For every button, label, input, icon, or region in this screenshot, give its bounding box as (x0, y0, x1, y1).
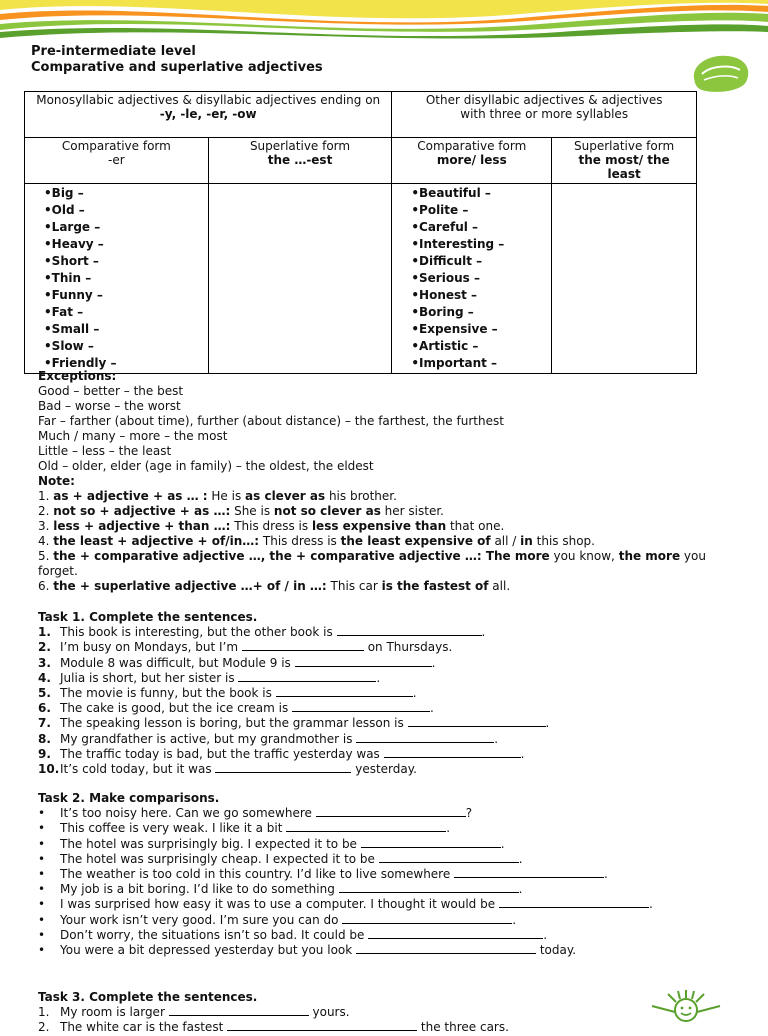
item-text: on Thursdays. (363, 640, 453, 655)
school-logo (690, 52, 752, 94)
col2-title: Superlative form (249, 139, 351, 153)
superlative-most-cell[interactable] (552, 184, 697, 374)
note-number: 5. (38, 549, 54, 563)
answer-blank[interactable] (238, 671, 376, 682)
answer-blank[interactable] (337, 625, 482, 636)
answer-blank[interactable] (356, 732, 494, 743)
item-text: . (376, 670, 381, 685)
item-text: This book is interesting, but the other book is (60, 625, 337, 640)
item-text: My grandfather is active, but my grandmother is (60, 731, 357, 746)
group1-title: Monosyllabic adjectives & disyllabic adjectives ending on (36, 93, 381, 107)
note-text: his brother. (325, 489, 397, 503)
note-number: 1. (38, 489, 54, 503)
col2-header (208, 138, 392, 184)
answer-blank[interactable] (379, 852, 519, 863)
item-text: . (518, 882, 523, 897)
item-text: yesterday. (351, 761, 417, 776)
task1-item (38, 686, 766, 701)
note-text: This car (326, 579, 382, 593)
col4-header (552, 138, 697, 184)
task2-item (38, 867, 766, 882)
document-header (31, 44, 323, 76)
list-item: •Slow – (44, 339, 94, 353)
answer-blank[interactable] (454, 867, 604, 878)
answer-blank[interactable] (286, 821, 446, 832)
note-text: that one. (446, 519, 505, 533)
list-item: •Old – (44, 203, 85, 217)
list-item: •Large – (44, 220, 101, 234)
note-example: is the fastest of (381, 579, 489, 593)
item-text: Julia is short, but her sister is (60, 670, 239, 685)
bullet: • (38, 897, 46, 912)
item-text: . (481, 625, 486, 640)
item-text: My room is larger (60, 1005, 169, 1020)
note-line-2 (38, 504, 766, 519)
task1-item (38, 625, 766, 640)
task1-section (38, 610, 766, 777)
list-item: •Beautiful – (411, 186, 491, 200)
task2-item (38, 928, 766, 943)
item-text: . (512, 912, 517, 927)
answer-blank[interactable] (242, 640, 364, 651)
answer-blank[interactable] (295, 656, 432, 667)
note-text: this shop. (532, 534, 595, 548)
task3-title: Task 3. Complete the sentences. (38, 990, 258, 1004)
task1-item (38, 640, 766, 655)
note-rule: less + adjective + than …: (53, 519, 231, 533)
answer-blank[interactable] (316, 806, 466, 817)
item-text: . (518, 851, 523, 866)
child-drawing-icon (646, 990, 726, 1024)
item-text: . (446, 821, 451, 836)
item-text: It’s too noisy here. Can we go somewhere (60, 806, 316, 821)
note-line-5-cont: forget. (38, 564, 78, 578)
col3-header (392, 138, 552, 184)
note-number: 2. (38, 504, 54, 518)
item-text: . (494, 731, 499, 746)
item-text: . (431, 655, 436, 670)
list-item: •Interesting – (411, 237, 505, 251)
exception-line: Good – better – the best (38, 384, 184, 398)
item-text: . (430, 701, 434, 716)
item-text: ? (465, 806, 473, 821)
list-item: •Friendly – (44, 356, 117, 370)
note-text: you (680, 549, 706, 563)
note-text: This dress is (259, 534, 341, 548)
item-text: The speaking lesson is boring, but the grammar lesson is (60, 716, 408, 731)
note-number: 3. (38, 519, 54, 533)
col4-form: the most/ the least (578, 153, 670, 181)
item-text: My job is a bit boring. I’d like to do something (60, 882, 339, 897)
task1-title: Task 1. Complete the sentences. (38, 610, 258, 624)
col1-header (25, 138, 209, 184)
task2-item (38, 897, 766, 912)
task2-item (38, 882, 766, 897)
task1-item (38, 671, 766, 686)
task1-item (38, 716, 766, 731)
item-number: 9. (38, 746, 51, 761)
item-number: 6. (38, 701, 51, 716)
note-rule: the + superlative adjective …+ of / in …: (53, 579, 327, 593)
item-text: The hotel was surprisingly big. I expected it to be (60, 836, 361, 851)
exception-line: Old – older, elder (age in family) – the oldest, the eldest (38, 459, 374, 473)
list-item: •Thin – (44, 271, 92, 285)
exceptions-section (38, 369, 766, 594)
list-item: •Difficult – (411, 254, 483, 268)
answer-blank[interactable] (499, 897, 649, 908)
list-item: •Expensive – (411, 322, 498, 336)
col1-title: Comparative form (61, 139, 171, 153)
note-text: She is (230, 504, 274, 518)
bullet: • (38, 927, 46, 942)
item-number: 5. (38, 685, 51, 700)
task2-item (38, 943, 766, 958)
group1-endings: -y, -le, -er, -ow (159, 107, 257, 121)
list-item: •Serious – (411, 271, 480, 285)
note-number: 4. (38, 534, 54, 548)
col1-form: -er (108, 153, 125, 167)
answer-blank[interactable] (227, 1020, 417, 1031)
task2-title: Task 2. Make comparisons. (38, 791, 220, 805)
exception-line: Little – less – the least (38, 444, 172, 458)
list-item: •Honest – (411, 288, 478, 302)
note-line-3 (38, 519, 766, 534)
item-text: Module 8 was difficult, but Module 9 is (60, 655, 295, 670)
note-example: less expensive than (311, 519, 447, 533)
list-item: •Small – (44, 322, 100, 336)
item-text: The white car is the fastest (60, 1020, 228, 1035)
item-number: 3. (38, 655, 51, 670)
list-item: •Heavy – (44, 237, 104, 251)
item-number: 2. (38, 1020, 50, 1035)
item-text: You were a bit depressed yesterday but you look (60, 942, 357, 957)
answer-blank[interactable] (384, 747, 521, 758)
group1-header (25, 92, 392, 138)
item-text: the three cars. (417, 1020, 509, 1035)
exception-line: Far – farther (about time), further (about distance) – the farthest, the furthest (38, 414, 504, 428)
task2-item (38, 806, 766, 821)
group2-header (392, 92, 697, 138)
item-text: The hotel was surprisingly cheap. I expected it to be (60, 851, 379, 866)
item-text: Don’t worry, the situations isn’t so bad. It could be (60, 927, 369, 942)
decorative-banner (0, 0, 768, 46)
bullet: • (38, 866, 46, 881)
item-text: . (520, 746, 525, 761)
task1-item (38, 656, 766, 671)
task2-item (38, 852, 766, 867)
note-title: Note: (38, 474, 75, 488)
note-example: the least expensive of (340, 534, 491, 548)
item-text: today. (536, 942, 577, 957)
answer-blank[interactable] (215, 762, 351, 773)
answer-blank[interactable] (169, 1005, 309, 1016)
item-text: . (412, 685, 417, 700)
group2-title: Other disyllabic adjectives & adjectives with three or more syllables (425, 93, 663, 121)
note-rule: the least + adjective + of/in…: (53, 534, 260, 548)
answer-blank[interactable] (342, 913, 512, 924)
task2-item (38, 837, 766, 852)
bullet: • (38, 806, 46, 821)
col3-form: more/ less (436, 153, 507, 167)
item-number: 1. (38, 1005, 50, 1020)
col3-title: Comparative form (417, 139, 527, 153)
item-number: 1. (38, 625, 51, 640)
list-item: •Artistic – (411, 339, 479, 353)
bullet: • (38, 882, 46, 897)
answer-blank[interactable] (292, 701, 430, 712)
exception-line: Much / many – more – the most (38, 429, 228, 443)
note-text: all / (490, 534, 521, 548)
task2-item (38, 913, 766, 928)
item-text: The cake is good, but the ice cream is (60, 701, 293, 716)
item-text: The traffic today is bad, but the traffic yesterday was (60, 746, 384, 761)
note-example: as clever as (245, 489, 326, 503)
note-text: all. (488, 579, 511, 593)
list-item: •Big – (44, 186, 84, 200)
task1-item (38, 747, 766, 762)
item-text: . (545, 716, 550, 731)
monosyllabic-list (25, 184, 209, 374)
note-example: the more (618, 549, 681, 563)
task1-item (38, 732, 766, 747)
list-item: •Funny – (44, 288, 103, 302)
task1-item (38, 701, 766, 716)
list-item: •Short – (44, 254, 99, 268)
note-line-5 (38, 549, 766, 564)
item-number: 4. (38, 670, 51, 685)
answer-blank[interactable] (356, 943, 536, 954)
list-item: •Important – (411, 356, 498, 370)
answer-blank[interactable] (368, 928, 543, 939)
answer-blank[interactable] (361, 837, 501, 848)
item-number: 8. (38, 731, 51, 746)
item-text: . (604, 866, 608, 881)
note-number: 6. (38, 579, 54, 593)
task2-item (38, 821, 766, 836)
item-text: The movie is funny, but the book is (60, 685, 276, 700)
superlative-er-cell[interactable] (208, 184, 392, 374)
item-text: This coffee is very weak. I like it a bit (60, 821, 287, 836)
item-number: 10. (38, 761, 60, 776)
note-text: her sister. (380, 504, 444, 518)
list-item: •Boring – (411, 305, 474, 319)
item-text: . (648, 897, 653, 912)
bullet: • (38, 942, 46, 957)
item-number: 2. (38, 640, 51, 655)
note-example: not so clever as (273, 504, 381, 518)
col2-form: the …-est (267, 153, 333, 167)
note-rule: the + comparative adjective …, the + comparative adjective …: The more (53, 549, 550, 563)
answer-blank[interactable] (276, 686, 413, 697)
item-text: I was surprised how easy it was to use a computer. I thought it would be (60, 897, 499, 912)
bullet: • (38, 912, 46, 927)
item-number: 7. (38, 716, 51, 731)
adjectives-table (24, 91, 697, 374)
note-text: He is (207, 489, 246, 503)
item-text: . (543, 927, 548, 942)
exceptions-title: Exceptions: (38, 369, 117, 383)
item-text: Your work isn’t very good. I’m sure you can do (60, 912, 343, 927)
exception-line: Bad – worse – the worst (38, 399, 181, 413)
note-line-1 (38, 489, 766, 504)
list-item: •Polite – (411, 203, 469, 217)
note-rule: as + adjective + as … : (53, 489, 208, 503)
note-line-4 (38, 534, 766, 549)
item-text: . (500, 836, 505, 851)
note-rule: not so + adjective + as …: (53, 504, 231, 518)
task2-section (38, 791, 766, 958)
bullet: • (38, 851, 46, 866)
note-line-6 (38, 579, 766, 594)
task1-item (38, 762, 766, 777)
level-title: Pre-intermediate level (31, 44, 196, 59)
answer-blank[interactable] (408, 716, 546, 727)
bullet: • (38, 836, 46, 851)
list-item: •Careful – (411, 220, 479, 234)
item-text: The weather is too cold in this country. I’d like to live somewhere (60, 866, 455, 881)
item-text: yours. (308, 1005, 350, 1020)
item-text: I’m busy on Mondays, but I’m (60, 640, 242, 655)
answer-blank[interactable] (339, 882, 519, 893)
multisyllabic-list (392, 184, 552, 374)
col4-title: Superlative form (574, 139, 675, 153)
item-text: It’s cold today, but it was (60, 761, 216, 776)
list-item: •Fat – (44, 305, 84, 319)
note-example: in (520, 534, 533, 548)
bullet: • (38, 821, 46, 836)
note-text: you know, (549, 549, 619, 563)
topic-title: Comparative and superlative adjectives (31, 60, 323, 75)
note-text: This dress is (230, 519, 312, 533)
